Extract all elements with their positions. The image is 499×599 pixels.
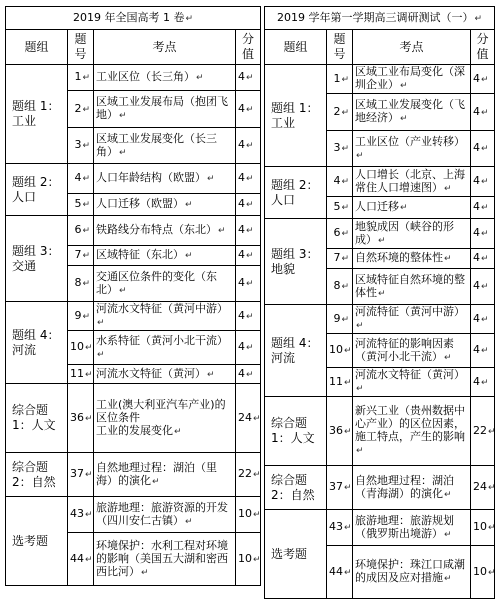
question-num: 6 ↵: [68, 216, 94, 246]
question-num: 43 ↵: [68, 497, 94, 533]
header-num: 题号: [68, 30, 94, 65]
group-label: 综合题2：自然: [6, 453, 68, 497]
score: 4 ↵: [236, 194, 261, 216]
exam-point: 旅游地理：旅游资源的开发（四川安仁古镇） ↵: [94, 497, 236, 533]
score: 4 ↵: [236, 216, 261, 246]
header-point: 考点: [353, 30, 471, 65]
score: 10 ↵: [471, 510, 495, 546]
exam-point: 人口年龄结构（欧盟） ↵: [94, 164, 236, 194]
header-score: 分值: [236, 30, 261, 65]
question-num: 37 ↵: [68, 453, 94, 497]
right-table-title: 2019 学年第一学期高三调研测试（一） ↵: [265, 7, 495, 30]
group-label: 选考题: [265, 510, 327, 599]
exam-point: 区域特征自然环境的整体性 ↵: [353, 269, 471, 305]
question-num: 3 ↵: [68, 128, 94, 164]
score: 24 ↵: [471, 466, 495, 510]
group-label: 题组 2：人口: [6, 164, 68, 216]
score: 4 ↵: [471, 305, 495, 334]
group-label: 题组 2：人口: [265, 167, 327, 219]
question-num: 4 ↵: [68, 164, 94, 194]
group-label: 综合题2：自然: [265, 466, 327, 510]
score: 4 ↵: [471, 197, 495, 219]
question-num: 5 ↵: [327, 197, 353, 219]
question-num: 3 ↵: [327, 131, 353, 167]
exam-point: 区域工业发展变化（长三角） ↵: [94, 128, 236, 164]
exam-point: 区域工业发展布局（抱团飞地） ↵: [94, 91, 236, 128]
header-group: 题组: [265, 30, 327, 65]
exam-point: 旅游地理：旅游规划（俄罗斯出境游） ↵: [353, 510, 471, 546]
score: 4 ↵: [236, 65, 261, 91]
question-num: 43 ↵: [327, 510, 353, 546]
score: 4 ↵: [236, 246, 261, 266]
exam-point: 河流特征（黄河中游） ↵: [353, 305, 471, 334]
group-label: 题组 1：工业: [265, 65, 327, 167]
score: 4 ↵: [236, 91, 261, 128]
group-label: 题组 3：地貌: [265, 219, 327, 305]
question-num: 11 ↵: [327, 368, 353, 397]
score: 4 ↵: [471, 94, 495, 131]
exam-point: 河流水文特征（黄河） ↵: [94, 365, 236, 384]
group-label: 题组 1：工业: [6, 65, 68, 164]
question-num: 36 ↵: [68, 384, 94, 453]
exam-point: 区域工业布局变化（深圳企业） ↵: [353, 65, 471, 94]
score: 24 ↵: [236, 384, 261, 453]
group-label: 题组 4：河流: [6, 302, 68, 384]
score: 4 ↵: [236, 266, 261, 302]
question-num: 44 ↵: [68, 533, 94, 586]
score: 4 ↵: [236, 365, 261, 384]
left-table-title: 2019 年全国高考 1 卷 ↵: [6, 7, 261, 30]
group-label: 选考题: [6, 497, 68, 586]
question-num: 4 ↵: [327, 167, 353, 197]
exam-point: 河流特征的影响因素（黄河小北干流） ↵: [353, 334, 471, 368]
question-num: 5 ↵: [68, 194, 94, 216]
question-num: 10 ↵: [327, 334, 353, 368]
exam-point: 区域特征（东北） ↵: [94, 246, 236, 266]
left-exam-table: [5, 6, 261, 586]
exam-point: 工业(澳大利亚汽车产业)的区位条件 工业的发展变化 ↵: [94, 384, 236, 453]
score: 4 ↵: [236, 164, 261, 194]
exam-point: 水系特征（黄河小北干流） ↵: [94, 331, 236, 365]
header-point: 考点: [94, 30, 236, 65]
exam-point: 河流水文特征（黄河中游） ↵: [94, 302, 236, 331]
score: 4 ↵: [236, 331, 261, 365]
score: 4 ↵: [471, 65, 495, 94]
question-num: 9 ↵: [68, 302, 94, 331]
score: 4 ↵: [471, 219, 495, 249]
score: 10 ↵: [471, 546, 495, 599]
exam-point: 工业区位（产业转移） ↵: [353, 131, 471, 167]
exam-point: 河流水文特征（黄河） ↵: [353, 368, 471, 397]
score: 4 ↵: [471, 368, 495, 397]
score: 4 ↵: [236, 302, 261, 331]
exam-point: 自然地理过程：湖泊（里海）的演化 ↵: [94, 453, 236, 497]
exam-point: 自然地理过程：湖泊（青海湖）的演化 ↵: [353, 466, 471, 510]
score: 4 ↵: [471, 131, 495, 167]
score: 10 ↵: [236, 497, 261, 533]
score: 4 ↵: [471, 334, 495, 368]
exam-point: 工业区位（长三角） ↵: [94, 65, 236, 91]
group-label: 题组 3：交通: [6, 216, 68, 302]
question-num: 36 ↵: [327, 397, 353, 466]
exam-point: 交通区位条件的变化（东北） ↵: [94, 266, 236, 302]
question-num: 1 ↵: [327, 65, 353, 94]
exam-point: 自然环境的整体性 ↵: [353, 249, 471, 269]
exam-point: 人口增长（北京、上海常住人口增速图） ↵: [353, 167, 471, 197]
question-num: 44 ↵: [327, 546, 353, 599]
exam-point: 区域工业发展变化（飞地经济） ↵: [353, 94, 471, 131]
right-exam-table: [264, 6, 495, 599]
score: 22 ↵: [236, 453, 261, 497]
question-num: 7 ↵: [68, 246, 94, 266]
group-label: 综合题1：人文: [6, 384, 68, 453]
exam-point: 新兴工业（贵州数据中心产业）的区位因素，施工特点，产生的影响 ↵: [353, 397, 471, 466]
header-score: 分值: [471, 30, 495, 65]
exam-point: 铁路线分布特点（东北） ↵: [94, 216, 236, 246]
question-num: 2 ↵: [327, 94, 353, 131]
score: 4 ↵: [471, 269, 495, 305]
group-label: 综合题1：人文: [265, 397, 327, 466]
exam-point: 人口迁移 ↵: [353, 197, 471, 219]
question-num: 1 ↵: [68, 65, 94, 91]
question-num: 11 ↵: [68, 365, 94, 384]
exam-point: 环境保护：水利工程对环境的影响（美国五大湖和密西西比河） ↵: [94, 533, 236, 586]
score: 4 ↵: [236, 128, 261, 164]
score: 22 ↵: [471, 397, 495, 466]
exam-point: 环境保护：珠江口咸潮的成因及应对措施 ↵: [353, 546, 471, 599]
question-num: 9 ↵: [327, 305, 353, 334]
question-num: 8 ↵: [68, 266, 94, 302]
exam-point: 地貌成因（峡谷的形成） ↵: [353, 219, 471, 249]
question-num: 37 ↵: [327, 466, 353, 510]
question-num: 7 ↵: [327, 249, 353, 269]
score: 4 ↵: [471, 249, 495, 269]
question-num: 6 ↵: [327, 219, 353, 249]
question-num: 2 ↵: [68, 91, 94, 128]
question-num: 8 ↵: [327, 269, 353, 305]
header-num: 题号: [327, 30, 353, 65]
score: 4 ↵: [471, 167, 495, 197]
question-num: 10 ↵: [68, 331, 94, 365]
exam-point: 人口迁移（欧盟） ↵: [94, 194, 236, 216]
group-label: 题组 4：河流: [265, 305, 327, 397]
header-group: 题组: [6, 30, 68, 65]
score: 10 ↵: [236, 533, 261, 586]
